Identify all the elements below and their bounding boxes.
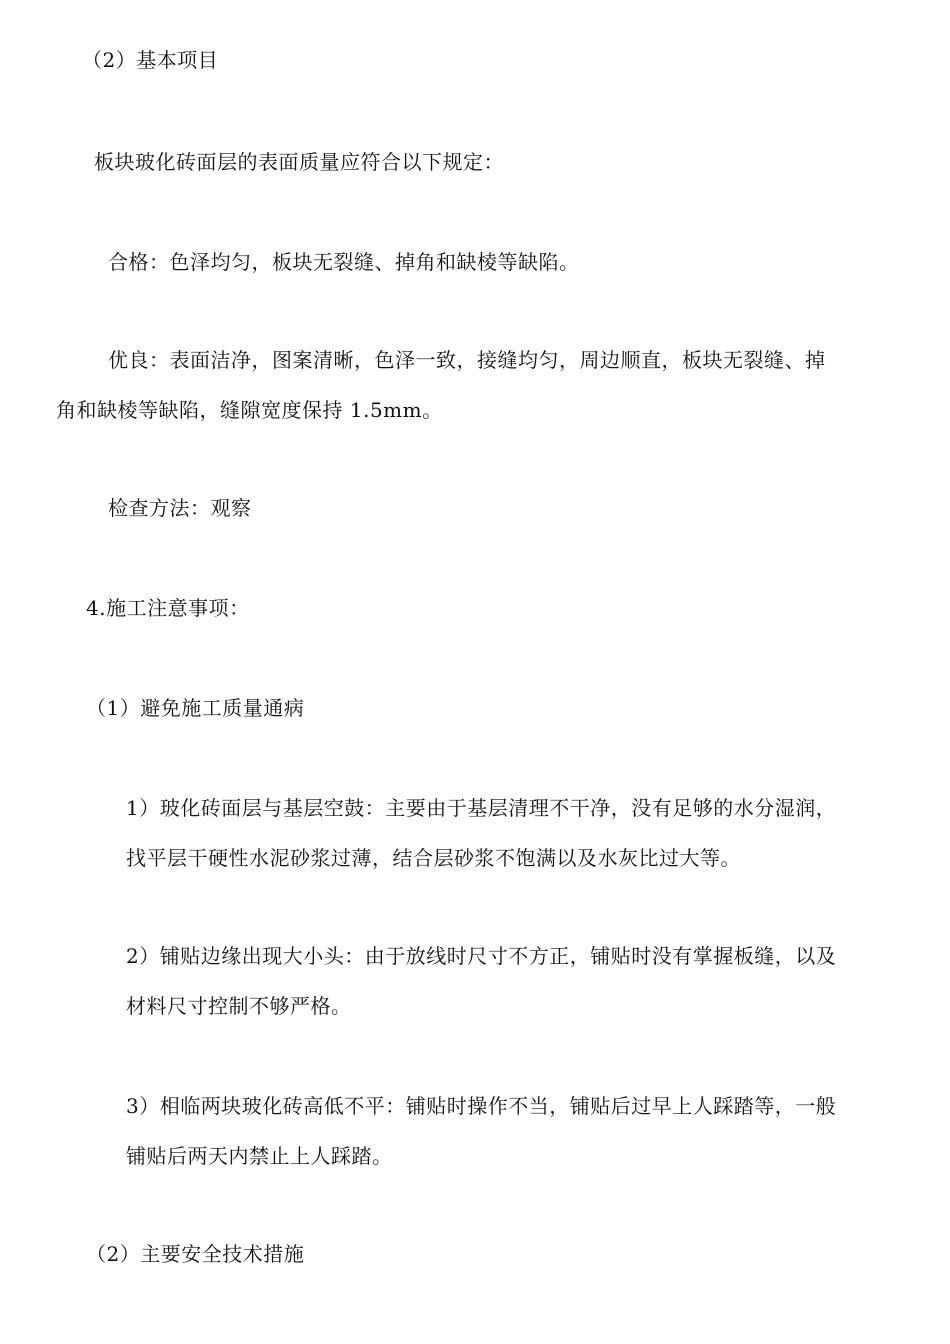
subheading-avoid-quality-defects: （1）避免施工质量通病 <box>86 696 305 720</box>
heading-construction-notes: 4.施工注意事项： <box>86 596 250 620</box>
list-item-3-line-2: 铺贴后两天内禁止上人踩踏。 <box>126 1144 393 1168</box>
list-item-1-line-2: 找平层干硬性水泥砂浆过薄，结合层砂浆不饱满以及水灰比过大等。 <box>126 846 741 870</box>
list-item-1-line-1: 1）玻化砖面层与基层空鼓：主要由于基层清理不干净，没有足够的水分湿润， <box>126 796 837 820</box>
paragraph-qualified: 合格：色泽均匀，板块无裂缝、掉角和缺棱等缺陷。 <box>108 250 580 274</box>
section-heading-basic-items: （2）基本项目 <box>82 48 219 72</box>
subheading-safety-measures: （2）主要安全技术措施 <box>86 1242 305 1266</box>
list-item-2-line-2: 材料尺寸控制不够严格。 <box>126 994 352 1018</box>
list-item-2-line-1: 2）铺贴边缘出现大小头：由于放线时尺寸不方正，铺贴时没有掌握板缝，以及 <box>126 944 837 968</box>
paragraph-excellent-line-2: 角和缺棱等缺陷，缝隙宽度保持 1.5mm。 <box>56 398 443 422</box>
paragraph-inspection-method: 检查方法：观察 <box>108 496 252 520</box>
list-item-3-line-1: 3）相临两块玻化砖高低不平：铺贴时操作不当，铺贴后过早上人踩踏等，一般 <box>126 1094 837 1118</box>
paragraph-excellent-line-1: 优良：表面洁净，图案清晰，色泽一致，接缝均匀，周边顺直，板块无裂缝、掉 <box>108 348 826 372</box>
paragraph-basic-intro: 板块玻化砖面层的表面质量应符合以下规定： <box>94 150 504 174</box>
